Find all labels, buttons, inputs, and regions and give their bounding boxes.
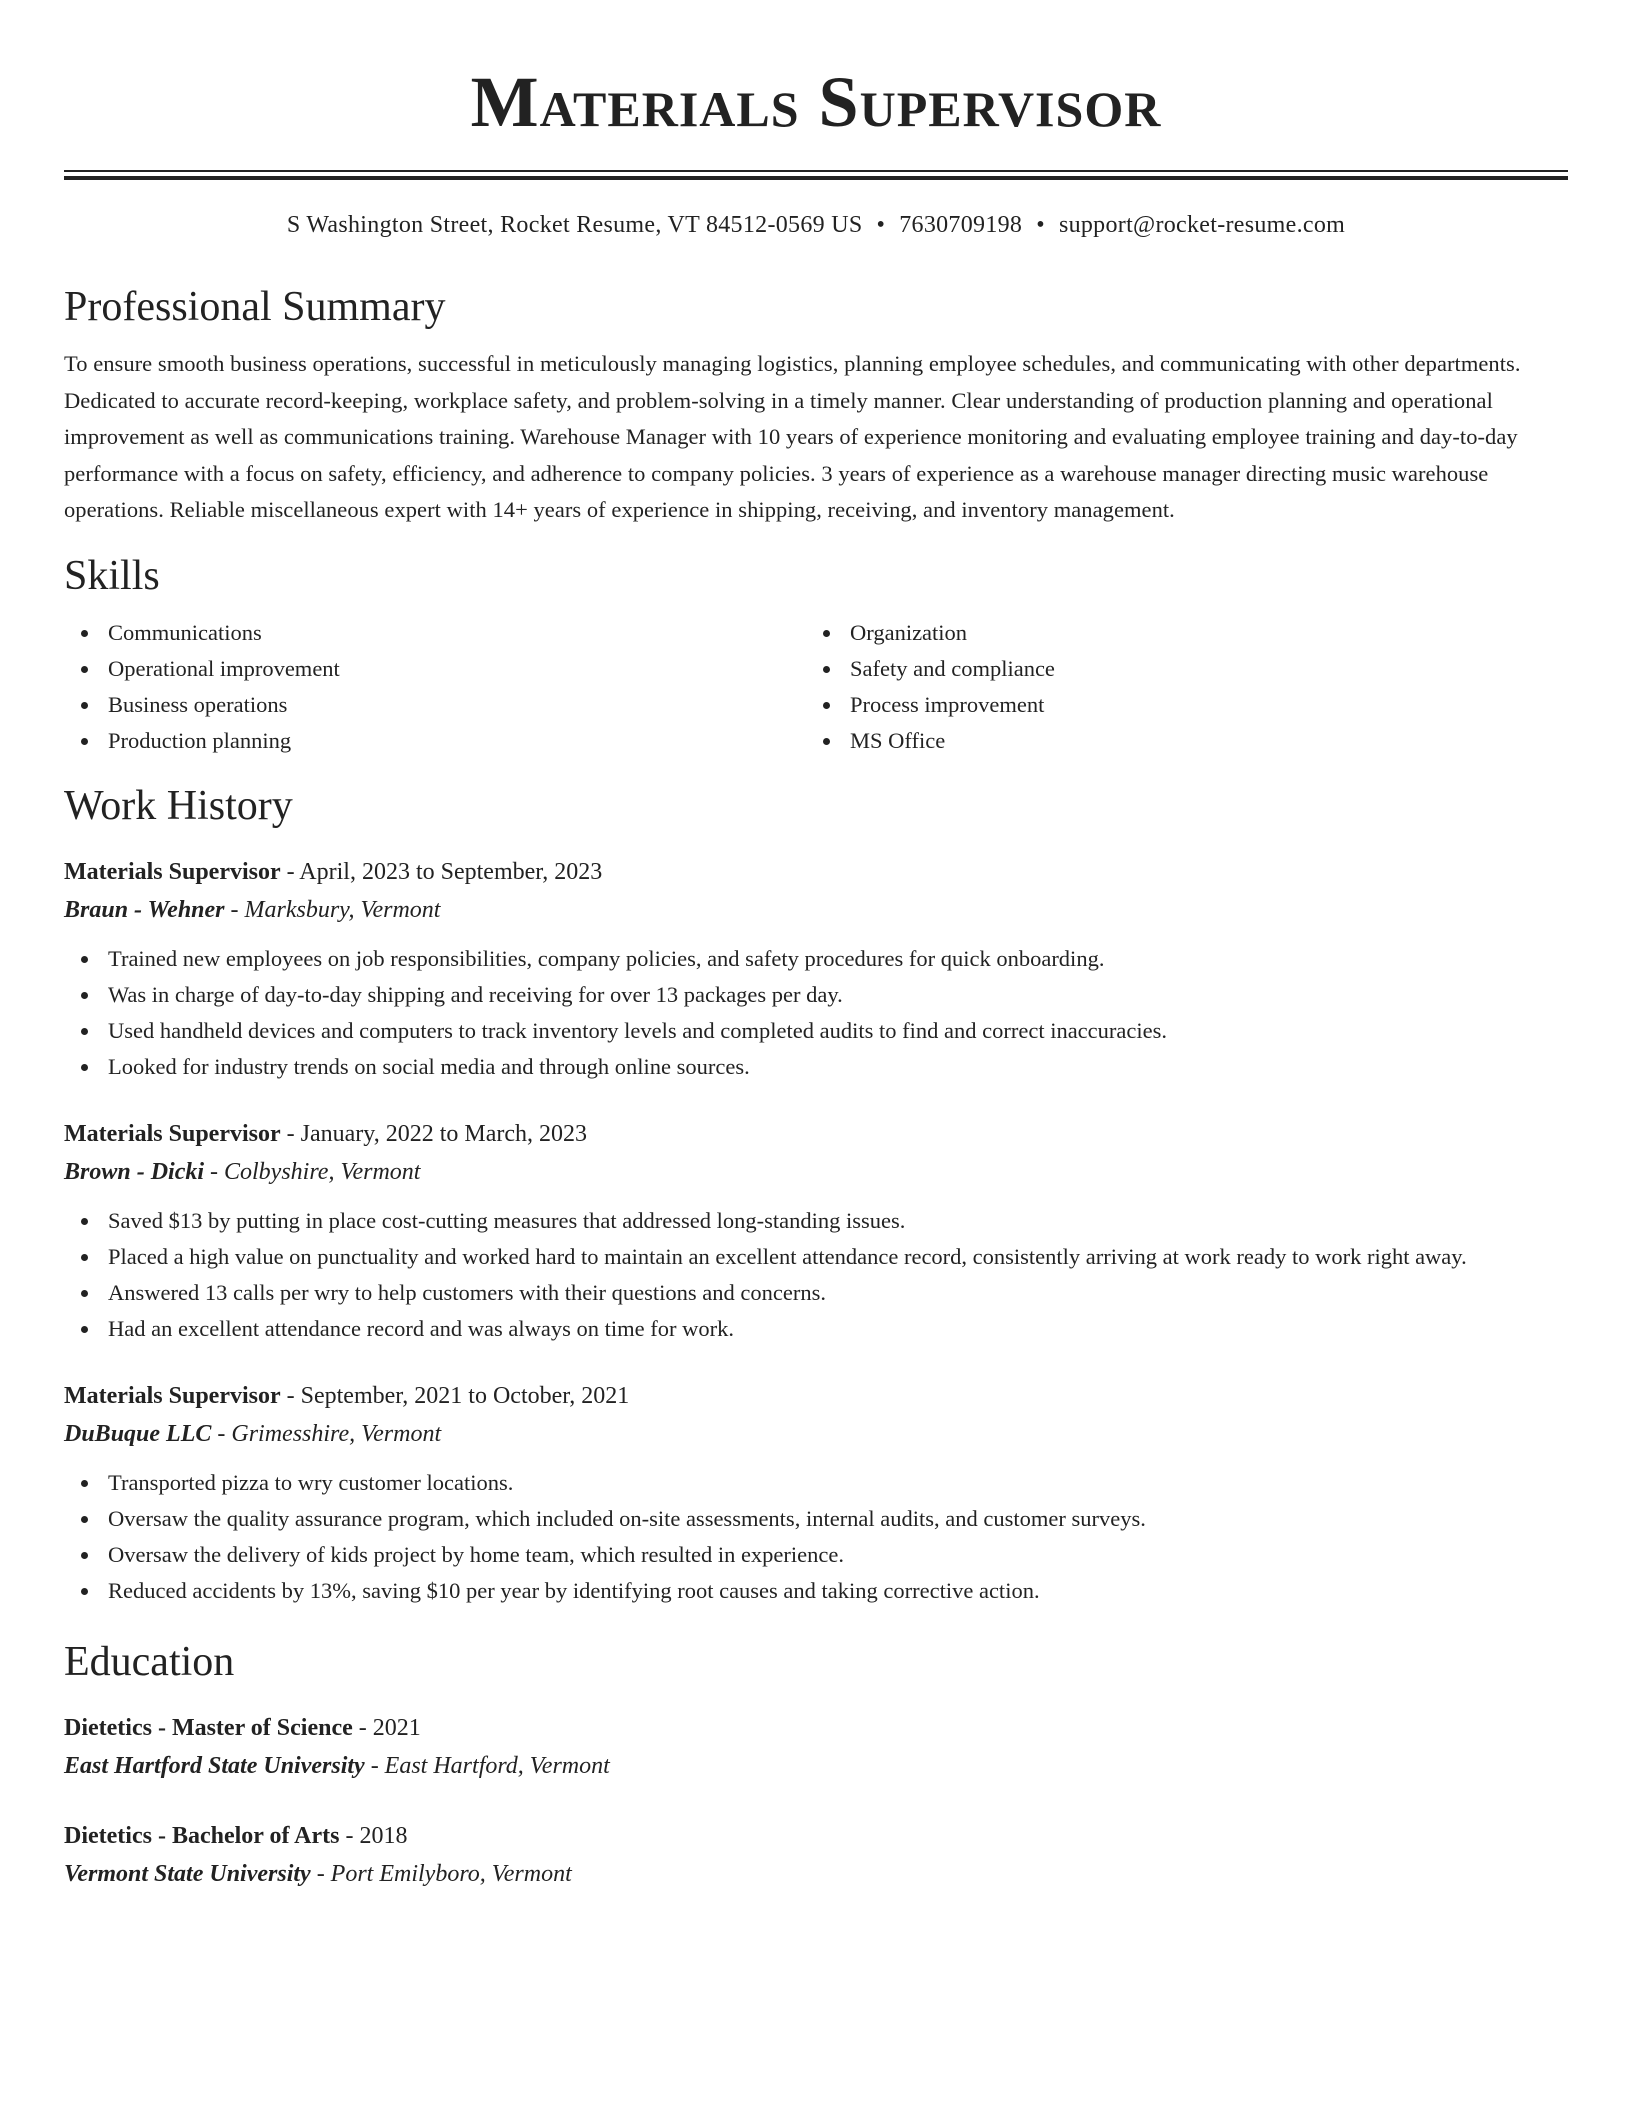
job-employer	[64, 1153, 1568, 1191]
skills-grid	[64, 615, 1568, 759]
job-company: DuBuque LLC	[64, 1420, 212, 1447]
skill-item: Process improvement	[806, 687, 1548, 723]
job-role: Materials Supervisor	[64, 858, 281, 885]
job-header	[64, 1115, 1568, 1153]
job-location: - Marksbury, Vermont	[224, 896, 441, 923]
job-header	[64, 853, 1568, 891]
section-title-summary: Professional Summary	[64, 284, 446, 330]
skill-item: Production planning	[64, 723, 806, 759]
education-location: - Port Emilyboro, Vermont	[310, 1860, 572, 1887]
contact-line	[64, 208, 1568, 242]
contact-phone: 7630709198	[899, 212, 1023, 238]
section-title-skills: Skills	[64, 552, 160, 599]
contact-email: support@rocket-resume.com	[1058, 212, 1346, 238]
job-dates: - April, 2023 to September, 2023	[280, 858, 603, 885]
skills-column-left	[64, 615, 806, 759]
job-bullet: Oversaw the quality assurance program, which included on-site assessments, internal audits, and customer surveys.	[64, 1501, 1568, 1537]
job-entry	[64, 853, 1568, 1085]
skill-item: Operational improvement	[64, 651, 806, 687]
education-degree-line	[64, 1709, 1568, 1747]
education-school-line	[64, 1855, 1568, 1893]
education-degree: Dietetics - Bachelor of Arts	[64, 1822, 340, 1849]
job-location: - Colbyshire, Vermont	[204, 1158, 421, 1185]
job-dates: - January, 2022 to March, 2023	[280, 1120, 588, 1147]
contact-separator: •	[876, 212, 886, 238]
skills-section	[64, 549, 1568, 759]
skills-column-right	[806, 615, 1548, 759]
skill-item: Safety and compliance	[806, 651, 1548, 687]
job-employer	[64, 1415, 1568, 1453]
education-school: East Hartford State University	[64, 1752, 365, 1779]
section-title-work-history: Work History	[64, 782, 293, 829]
skill-item: Organization	[806, 615, 1548, 651]
work-history-section	[64, 779, 1568, 1609]
education-entry	[64, 1709, 1568, 1785]
job-bullet: Answered 13 calls per wry to help customers with their questions and concerns.	[64, 1275, 1568, 1311]
job-company: Braun - Wehner	[64, 896, 225, 923]
skill-item: MS Office	[806, 723, 1548, 759]
job-role: Materials Supervisor	[64, 1120, 281, 1147]
job-bullet: Was in charge of day-to-day shipping and receiving for over 13 packages per day.	[64, 977, 1568, 1013]
job-header	[64, 1377, 1568, 1415]
summary-section	[64, 280, 1568, 529]
job-entry	[64, 1377, 1568, 1609]
education-school-line	[64, 1747, 1568, 1785]
resume-title: Materials Supervisor	[470, 62, 1162, 142]
job-role: Materials Supervisor	[64, 1382, 281, 1409]
job-bullet: Used handheld devices and computers to track inventory levels and completed audits to find and correct inaccuracies.	[64, 1013, 1568, 1049]
job-bullet: Looked for industry trends on social media and through online sources.	[64, 1049, 1568, 1085]
education-entry	[64, 1817, 1568, 1893]
education-section	[64, 1635, 1568, 1893]
job-bullet: Reduced accidents by 13%, saving $10 per year by identifying root causes and taking corrective action.	[64, 1573, 1568, 1609]
skill-item: Communications	[64, 615, 806, 651]
job-bullets	[64, 1203, 1568, 1347]
summary-text: To ensure smooth business operations, successful in meticulously managing logistics, planning employee schedules, and communicating with other departments. Dedicated to accurate record-keeping, workplace safety, and problem-solving in a timely manner. Clear understanding of production planning and operational improvement as well as communications training. Warehouse Manager with 10 years of experience monitoring and evaluating employee training and day-to-day performance with a focus on safety, efficiency, and adherence to company policies. 3 years of experience as a warehouse manager directing music warehouse operations. Reliable miscellaneous expert with 14+ years of experience in shipping, receiving, and inventory management.	[64, 351, 1521, 522]
job-company: Brown - Dicki	[64, 1158, 205, 1185]
contact-separator: •	[1036, 212, 1045, 238]
title-divider	[64, 170, 1568, 180]
job-bullet: Had an excellent attendance record and was always on time for work.	[64, 1311, 1568, 1347]
job-bullet: Oversaw the delivery of kids project by home team, which resulted in experience.	[64, 1537, 1568, 1573]
contact-address: S Washington Street, Rocket Resume, VT 84512-0569 US	[286, 212, 863, 238]
education-school: Vermont State University	[64, 1860, 311, 1887]
job-employer	[64, 891, 1568, 929]
education-degree-line	[64, 1817, 1568, 1855]
job-bullet: Saved $13 by putting in place cost-cutting measures that addressed long-standing issues.	[64, 1203, 1568, 1239]
job-entry	[64, 1115, 1568, 1347]
job-location: - Grimesshire, Vermont	[211, 1420, 442, 1447]
job-bullets	[64, 941, 1568, 1085]
skill-item: Business operations	[64, 687, 806, 723]
job-dates: - September, 2021 to October, 2021	[280, 1382, 630, 1409]
education-location: - East Hartford, Vermont	[364, 1752, 610, 1779]
job-bullet: Placed a high value on punctuality and worked hard to maintain an excellent attendance record, consistently arriving at work ready to work right away.	[64, 1239, 1568, 1275]
section-title-education: Education	[64, 1638, 235, 1685]
job-bullet: Transported pizza to wry customer locations.	[64, 1465, 1568, 1501]
job-bullets	[64, 1465, 1568, 1609]
education-degree: Dietetics - Master of Science	[64, 1714, 353, 1741]
job-bullet: Trained new employees on job responsibilities, company policies, and safety procedures for quick onboarding.	[64, 941, 1568, 977]
education-year: - 2021	[352, 1714, 421, 1741]
education-year: - 2018	[339, 1822, 408, 1849]
